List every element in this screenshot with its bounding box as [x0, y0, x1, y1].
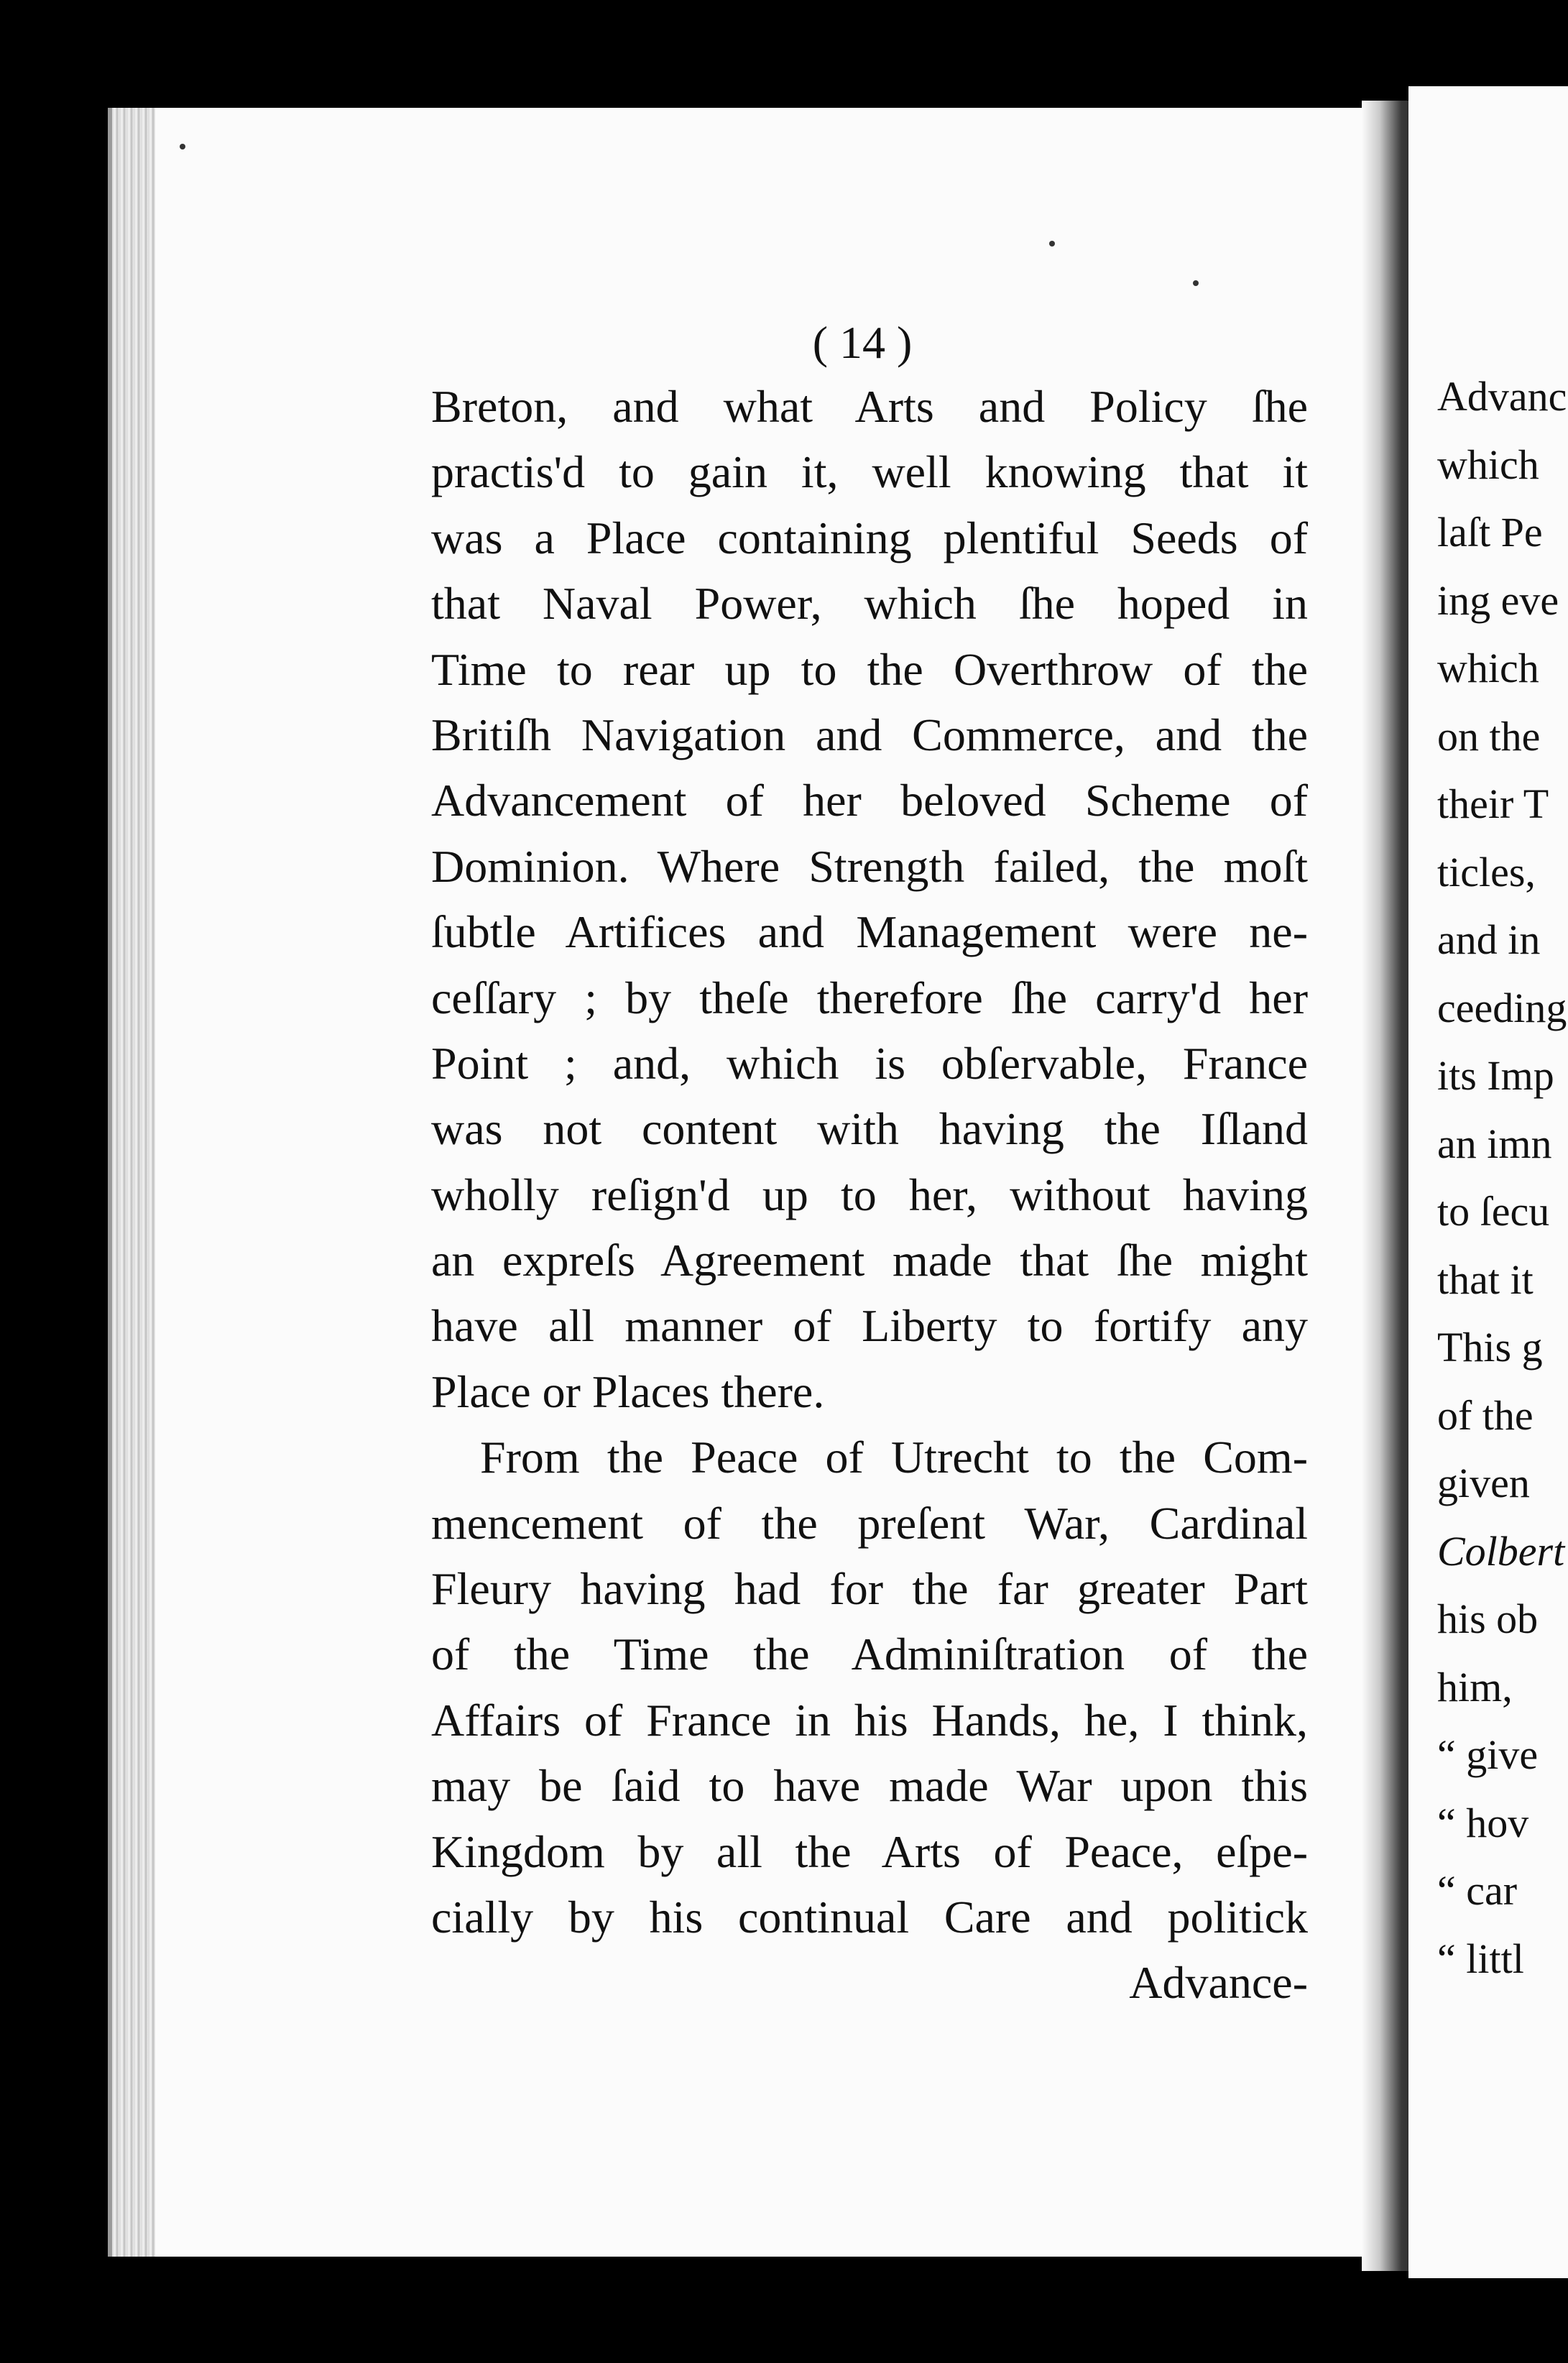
text-line: laſt Pe	[1437, 509, 1543, 556]
text-line: ticles,	[1437, 848, 1536, 895]
text-line: ing eve	[1437, 576, 1559, 624]
catchword: Advance-	[1129, 1957, 1308, 2009]
text-line: that it	[1437, 1256, 1534, 1303]
text-line: his ob	[1437, 1595, 1539, 1642]
text-line: wholly reſign'd up to her, without having	[431, 1169, 1308, 1220]
page-number: ( 14 )	[812, 317, 913, 368]
text-line: to ſecu	[1437, 1188, 1550, 1235]
text-line: mencement of the preſent War, Cardinal	[431, 1497, 1308, 1549]
text-line: was a Place containing plentiful Seeds of	[431, 512, 1308, 563]
ink-speck	[1049, 241, 1055, 247]
text-line: Place or Places there.	[431, 1365, 825, 1417]
text-line: Point ; and, which is obſervable, France	[431, 1037, 1308, 1089]
text-line: ceſſary ; by theſe therefore ſhe carry'd her	[431, 972, 1308, 1023]
text-line: Time to rear up to the Overthrow of the	[431, 643, 1308, 695]
text-line: “ hov	[1437, 1799, 1529, 1846]
text-line: cially by his continual Care and politick	[431, 1891, 1308, 1943]
text-line: was not content with having the Iſland	[431, 1103, 1308, 1155]
text-line: and in	[1437, 916, 1541, 963]
text-line: may be ſaid to have made War upon this	[431, 1760, 1308, 1812]
ink-speck	[1193, 280, 1199, 286]
text-line: of the Time the Adminiſtration of the	[431, 1629, 1308, 1680]
text-line: Britiſh Navigation and Commerce, and the	[431, 709, 1308, 760]
text-line: its Imp	[1437, 1052, 1554, 1099]
text-line: given	[1437, 1460, 1530, 1506]
text-line: Dominion. Where Strength failed, the moſt	[431, 840, 1308, 892]
ink-speck	[180, 144, 185, 149]
text-line: This g	[1437, 1324, 1543, 1371]
text-line: Fleury having had for the far greater Part	[431, 1563, 1308, 1615]
text-line: “ car	[1437, 1867, 1518, 1914]
text-line: practis'd to gain it, well knowing that it	[431, 446, 1308, 498]
text-line: “ give	[1437, 1731, 1539, 1778]
text-line: their T	[1437, 780, 1549, 827]
text-line: have all manner of Liberty to fortify any	[431, 1300, 1308, 1352]
paragraph-start-line: From the Peace of Utrecht to the Com-	[480, 1432, 1308, 1483]
text-line: an imn	[1437, 1120, 1552, 1167]
left-page-text	[431, 374, 1308, 2016]
text-line: ſubtle Artifices and Management were ne-	[431, 906, 1308, 958]
text-line: Colbert	[1437, 1527, 1565, 1575]
page-edges	[108, 108, 155, 2257]
text-line: Advancement of her beloved Scheme of	[431, 775, 1308, 826]
text-line: which	[1437, 645, 1539, 691]
text-line: that Naval Power, which ſhe hoped in	[431, 578, 1308, 630]
text-line: “ littl	[1437, 1935, 1524, 1982]
text-line: Breton, and what Arts and Policy ſhe	[431, 381, 1308, 432]
right-page-text	[1437, 363, 1568, 1993]
text-line: an expreſs Agreement made that ſhe might	[431, 1235, 1308, 1286]
text-line: Advanc	[1437, 373, 1567, 420]
text-line: which	[1437, 441, 1539, 488]
text-line: of the	[1437, 1391, 1534, 1439]
text-line: ceeding	[1437, 984, 1567, 1031]
text-line: on the	[1437, 712, 1541, 760]
text-line: Kingdom by all the Arts of Peace, eſpe-	[431, 1825, 1308, 1877]
text-line: Affairs of France in his Hands, he, I think,	[431, 1694, 1308, 1746]
text-line: him,	[1437, 1663, 1513, 1710]
